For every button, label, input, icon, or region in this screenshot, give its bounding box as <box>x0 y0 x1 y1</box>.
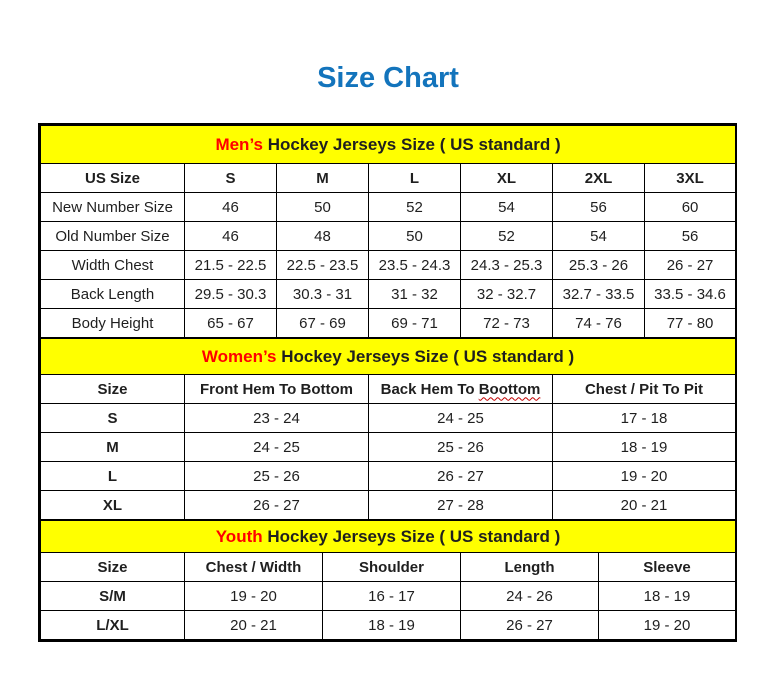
cell: 52 <box>461 222 553 251</box>
youth-column-header: Length <box>461 553 599 582</box>
mens-size-table <box>40 125 736 338</box>
cell: 50 <box>369 222 461 251</box>
row-label: L/XL <box>41 611 185 640</box>
table-row <box>41 193 736 222</box>
youth-size-table <box>40 520 736 640</box>
youth-column-header: Sleeve <box>599 553 736 582</box>
cell: 52 <box>369 193 461 222</box>
row-label: S <box>41 404 185 433</box>
cell: 32.7 - 33.5 <box>553 280 645 309</box>
cell: 23 - 24 <box>185 404 369 433</box>
womens-column-header: Size <box>41 375 185 404</box>
womens-section-title <box>41 339 736 375</box>
womens-size-table <box>40 338 736 520</box>
mens-column-header: 2XL <box>553 164 645 193</box>
cell: 26 - 27 <box>645 251 736 280</box>
cell: 32 - 32.7 <box>461 280 553 309</box>
mens-section-title <box>41 126 736 164</box>
table-row <box>41 222 736 251</box>
row-label: Width Chest <box>41 251 185 280</box>
cell: 21.5 - 22.5 <box>185 251 277 280</box>
womens-column-header: Front Hem To Bottom <box>185 375 369 404</box>
youth-column-header: Size <box>41 553 185 582</box>
mens-section-header <box>41 126 736 164</box>
womens-column-header <box>369 375 553 404</box>
table-row <box>41 611 736 640</box>
youth-section-title-accent: Youth <box>215 526 263 546</box>
cell: 24.3 - 25.3 <box>461 251 553 280</box>
cell: 56 <box>553 193 645 222</box>
cell: 31 - 32 <box>369 280 461 309</box>
row-label: L <box>41 462 185 491</box>
womens-back-hem-prefix: Back Hem To <box>380 380 479 398</box>
cell: 20 - 21 <box>185 611 323 640</box>
cell: 30.3 - 31 <box>277 280 369 309</box>
cell: 18 - 19 <box>553 433 736 462</box>
cell: 69 - 71 <box>369 309 461 338</box>
cell: 25 - 26 <box>369 433 553 462</box>
womens-section-header <box>41 339 736 375</box>
mens-column-header: L <box>369 164 461 193</box>
cell: 19 - 20 <box>553 462 736 491</box>
row-label: New Number Size <box>41 193 185 222</box>
cell: 26 - 27 <box>185 491 369 520</box>
row-label: Body Height <box>41 309 185 338</box>
mens-column-header: M <box>277 164 369 193</box>
cell: 48 <box>277 222 369 251</box>
youth-column-header-row <box>41 553 736 582</box>
cell: 25 - 26 <box>185 462 369 491</box>
womens-column-header-row <box>41 375 736 404</box>
cell: 24 - 25 <box>185 433 369 462</box>
womens-column-header: Chest / Pit To Pit <box>553 375 736 404</box>
mens-section-title-rest: Hockey Jerseys Size ( US standard ) <box>262 134 561 154</box>
youth-section-title-rest: Hockey Jerseys Size ( US standard ) <box>262 526 561 546</box>
cell: 77 - 80 <box>645 309 736 338</box>
cell: 54 <box>553 222 645 251</box>
cell: 24 - 25 <box>369 404 553 433</box>
table-row <box>41 433 736 462</box>
cell: 16 - 17 <box>323 582 461 611</box>
cell: 65 - 67 <box>185 309 277 338</box>
row-label: Back Length <box>41 280 185 309</box>
womens-section-title-accent: Women’s <box>201 346 277 366</box>
cell: 26 - 27 <box>461 611 599 640</box>
mens-column-header: US Size <box>41 164 185 193</box>
cell: 60 <box>645 193 736 222</box>
table-row <box>41 491 736 520</box>
youth-column-header: Shoulder <box>323 553 461 582</box>
cell: 29.5 - 30.3 <box>185 280 277 309</box>
table-row <box>41 280 736 309</box>
row-label: M <box>41 433 185 462</box>
womens-back-hem-misspelled-word: Boottom <box>478 380 541 398</box>
youth-column-header: Chest / Width <box>185 553 323 582</box>
cell: 20 - 21 <box>553 491 736 520</box>
cell: 18 - 19 <box>323 611 461 640</box>
cell: 23.5 - 24.3 <box>369 251 461 280</box>
table-row <box>41 462 736 491</box>
row-label: S/M <box>41 582 185 611</box>
cell: 24 - 26 <box>461 582 599 611</box>
row-label: Old Number Size <box>41 222 185 251</box>
page-title: Size Chart <box>317 62 459 94</box>
cell: 22.5 - 23.5 <box>277 251 369 280</box>
cell: 46 <box>185 222 277 251</box>
table-row <box>41 251 736 280</box>
cell: 50 <box>277 193 369 222</box>
cell: 19 - 20 <box>599 611 736 640</box>
size-chart-tables <box>38 123 737 642</box>
cell: 46 <box>185 193 277 222</box>
youth-section-title <box>41 521 736 553</box>
mens-column-header: XL <box>461 164 553 193</box>
cell: 17 - 18 <box>553 404 736 433</box>
cell: 54 <box>461 193 553 222</box>
cell: 19 - 20 <box>185 582 323 611</box>
youth-section-header <box>41 521 736 553</box>
mens-section-title-accent: Men’s <box>215 134 263 154</box>
womens-section-title-rest: Hockey Jerseys Size ( US standard ) <box>276 346 575 366</box>
mens-column-header-row <box>41 164 736 193</box>
row-label: XL <box>41 491 185 520</box>
cell: 72 - 73 <box>461 309 553 338</box>
mens-column-header: S <box>185 164 277 193</box>
table-row <box>41 404 736 433</box>
cell: 26 - 27 <box>369 462 553 491</box>
cell: 56 <box>645 222 736 251</box>
cell: 33.5 - 34.6 <box>645 280 736 309</box>
table-row <box>41 582 736 611</box>
cell: 74 - 76 <box>553 309 645 338</box>
mens-column-header: 3XL <box>645 164 736 193</box>
cell: 18 - 19 <box>599 582 736 611</box>
table-row <box>41 309 736 338</box>
cell: 67 - 69 <box>277 309 369 338</box>
cell: 27 - 28 <box>369 491 553 520</box>
cell: 25.3 - 26 <box>553 251 645 280</box>
